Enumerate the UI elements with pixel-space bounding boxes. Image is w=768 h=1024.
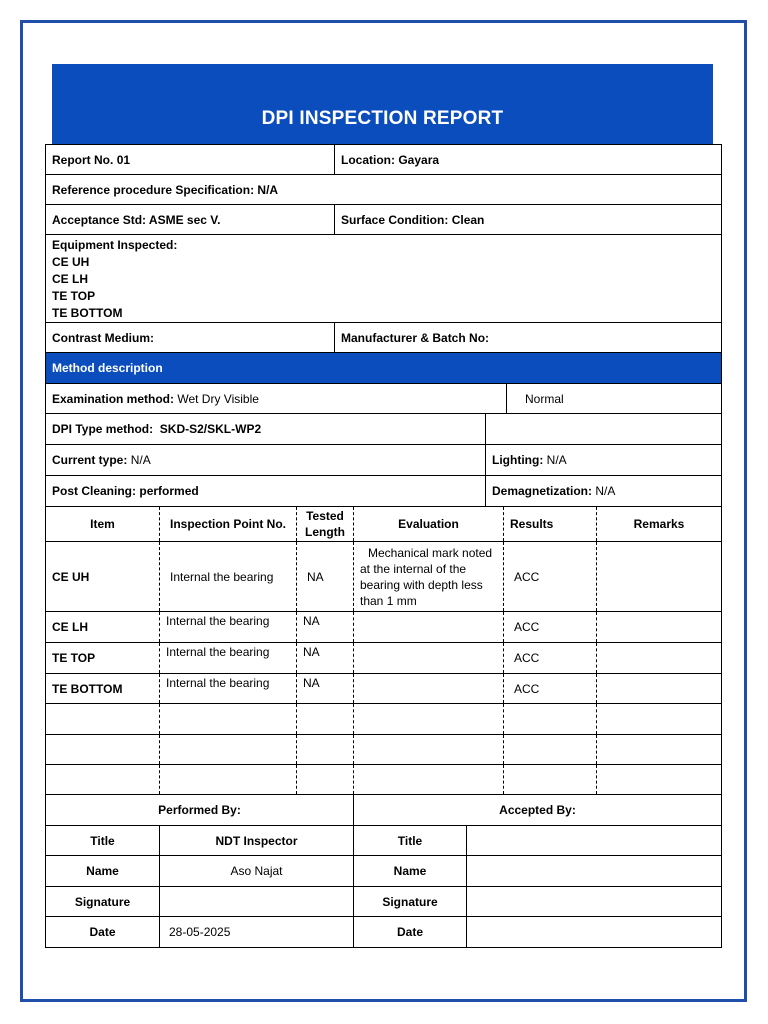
- row-point: Internal the bearing: [160, 542, 297, 612]
- lighting-cell: Lighting: N/A: [486, 445, 722, 476]
- demagnetization-cell: Demagnetization: N/A: [486, 476, 722, 507]
- accepted-name-label: Name: [354, 856, 467, 887]
- equipment-item: CE LH: [52, 272, 88, 286]
- performed-signature-label: Signature: [46, 887, 160, 917]
- location-cell: Location: Gayara: [335, 145, 722, 175]
- accepted-name-value: [467, 856, 722, 887]
- row-result: ACC: [504, 674, 597, 704]
- row-evaluation: Mechanical mark noted at the internal of the bearing with depth less than 1 mm: [354, 542, 504, 612]
- examination-extra-cell: Normal: [507, 384, 722, 414]
- contrast-medium-cell: Contrast Medium:: [46, 323, 335, 353]
- accepted-date-value: [467, 917, 722, 948]
- col-header-results: Results: [504, 507, 597, 542]
- row-length: NA: [297, 612, 354, 643]
- accepted-by-header: Accepted By:: [354, 795, 722, 826]
- performed-signature-value: [160, 887, 354, 917]
- dpi-type-extra-cell: [486, 414, 722, 445]
- table-row-empty: [46, 735, 722, 765]
- manufacturer-batch-cell: Manufacturer & Batch No:: [335, 323, 722, 353]
- performed-date-value: 28-05-2025: [160, 917, 354, 948]
- method-section-title: Method description: [46, 353, 722, 384]
- surface-condition-cell: Surface Condition: Clean: [335, 205, 722, 235]
- performed-name-value: Aso Najat: [160, 856, 354, 887]
- row-evaluation: [354, 674, 504, 704]
- row-result: ACC: [504, 542, 597, 612]
- examination-method-cell: Examination method: Wet Dry Visible: [46, 384, 507, 414]
- row-evaluation: [354, 643, 504, 674]
- row-point: Internal the bearing: [160, 674, 297, 704]
- row-item: CE LH: [46, 612, 160, 643]
- row-result: ACC: [504, 643, 597, 674]
- table-row: [46, 674, 722, 704]
- col-header-tested-length: Tested Length: [297, 507, 354, 542]
- header-info-table: [45, 144, 722, 353]
- accepted-signature-value: [467, 887, 722, 917]
- row-result: ACC: [504, 612, 597, 643]
- dpi-type-cell: DPI Type method: SKD-S2/SKL-WP2: [46, 414, 486, 445]
- accepted-title-value: [467, 826, 722, 856]
- row-evaluation: [354, 612, 504, 643]
- col-header-remarks: Remarks: [597, 507, 722, 542]
- current-type-cell: Current type: N/A: [46, 445, 486, 476]
- accepted-signature-label: Signature: [354, 887, 467, 917]
- signoff-table: [45, 794, 722, 948]
- equipment-item: TE TOP: [52, 289, 96, 303]
- report-no-cell: Report No. 01: [46, 145, 335, 175]
- row-remarks: [597, 612, 722, 643]
- accepted-title-label: Title: [354, 826, 467, 856]
- equipment-inspected-cell: [46, 235, 722, 323]
- equipment-item: TE BOTTOM: [52, 306, 123, 320]
- table-row: [46, 612, 722, 643]
- col-header-inspection-point: Inspection Point No.: [160, 507, 297, 542]
- performed-name-label: Name: [46, 856, 160, 887]
- table-row: [46, 643, 722, 674]
- row-length: NA: [297, 542, 354, 612]
- acceptance-std-cell: Acceptance Std: ASME sec V.: [46, 205, 335, 235]
- table-row-empty: [46, 704, 722, 735]
- performed-date-label: Date: [46, 917, 160, 948]
- row-item: CE UH: [46, 542, 160, 612]
- equipment-label: Equipment Inspected:: [52, 238, 178, 252]
- row-item: TE TOP: [46, 643, 160, 674]
- col-header-item: Item: [46, 507, 160, 542]
- table-row-empty: [46, 765, 722, 795]
- method-table: [45, 352, 722, 507]
- accepted-date-label: Date: [354, 917, 467, 948]
- row-remarks: [597, 674, 722, 704]
- performed-title-value: NDT Inspector: [160, 826, 354, 856]
- row-point: Internal the bearing: [160, 643, 297, 674]
- row-length: NA: [297, 674, 354, 704]
- performed-by-header: Performed By:: [46, 795, 354, 826]
- equipment-item: CE UH: [52, 255, 90, 269]
- row-point: Internal the bearing: [160, 612, 297, 643]
- row-remarks: [597, 643, 722, 674]
- results-table: [45, 506, 722, 795]
- performed-title-label: Title: [46, 826, 160, 856]
- col-header-evaluation: Evaluation: [354, 507, 504, 542]
- row-item: TE BOTTOM: [46, 674, 160, 704]
- row-length: NA: [297, 643, 354, 674]
- reference-procedure-cell: Reference procedure Specification: N/A: [46, 175, 722, 205]
- table-row: [46, 542, 722, 612]
- report-title: DPI INSPECTION REPORT: [52, 64, 713, 144]
- row-remarks: [597, 542, 722, 612]
- post-cleaning-cell: Post Cleaning: performed: [46, 476, 486, 507]
